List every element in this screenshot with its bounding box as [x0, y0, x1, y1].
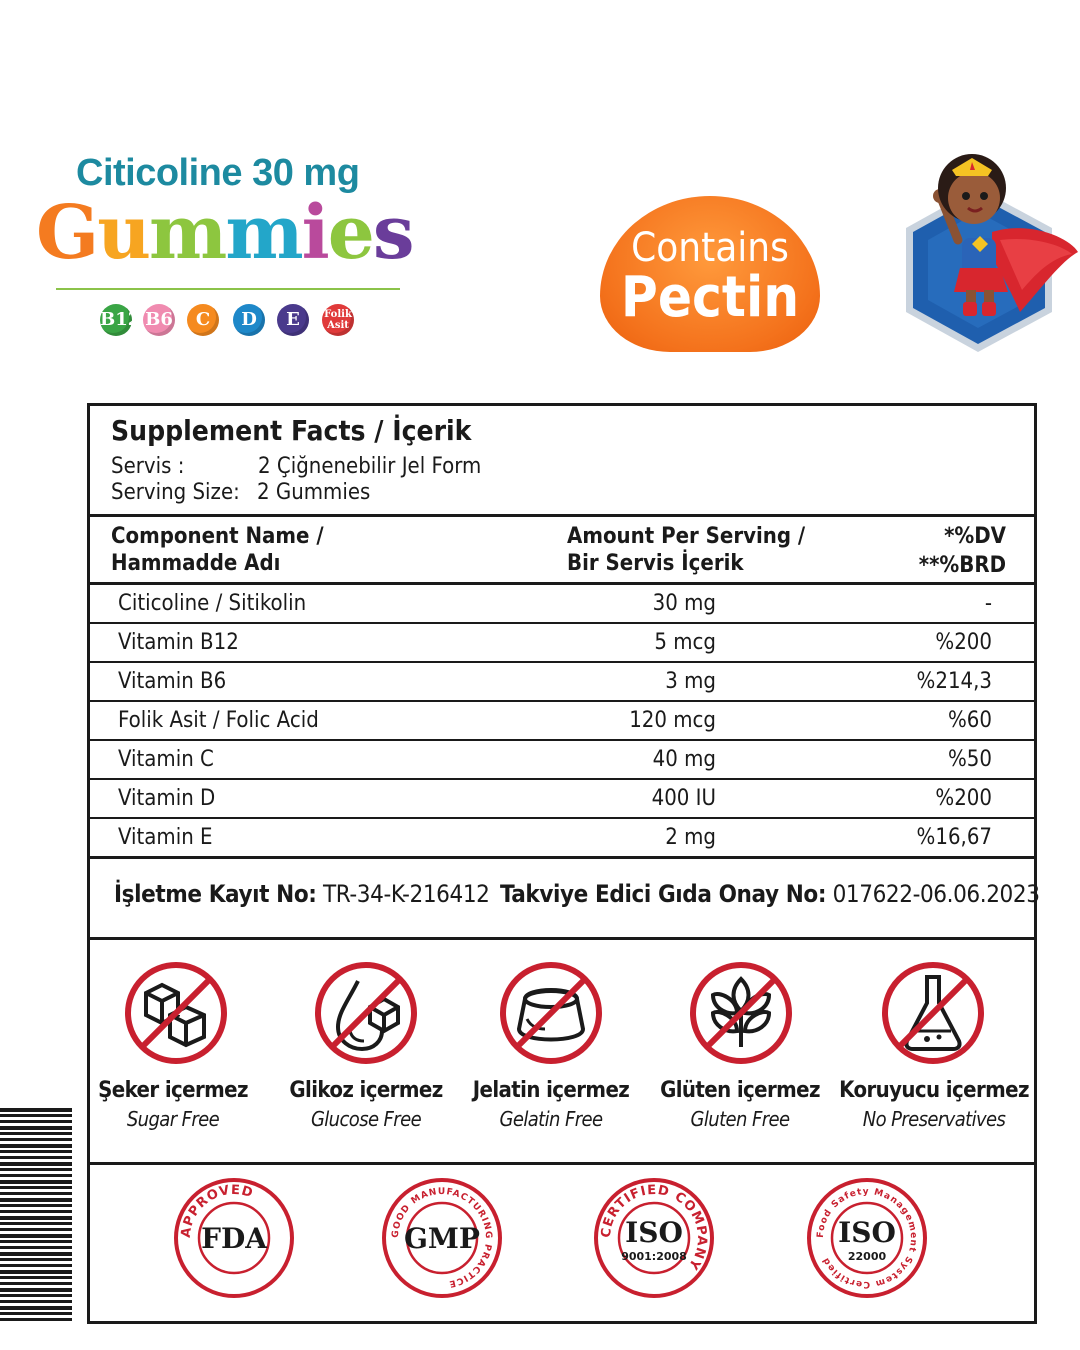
pectin-line1: Contains	[631, 225, 789, 271]
badge-label-en: Gelatin Free	[499, 1107, 603, 1131]
row-dv: %16,67	[916, 825, 992, 850]
vitamin-c-icon: C	[187, 304, 219, 336]
brand-title-letter: m	[149, 190, 226, 276]
seal-ring-text: APPROVED	[178, 1182, 256, 1239]
divider	[90, 514, 1034, 517]
table-row	[90, 741, 1034, 780]
badge-label-en: No Preservatives	[862, 1107, 1006, 1131]
gelatin-icon	[498, 960, 604, 1066]
badge-label-tr: Glüten içermez	[660, 1078, 820, 1103]
barcode-icon	[0, 1108, 72, 1322]
row-amount: 120 mcg	[629, 708, 716, 733]
vitamin-folik-asit-icon: Folik Asit	[322, 304, 354, 336]
registration-value: TR-34-K-216412	[323, 880, 490, 908]
row-amount: 2 mg	[665, 825, 716, 850]
badge-label-en: Sugar Free	[126, 1107, 220, 1131]
row-name: Vitamin C	[118, 747, 214, 772]
col-header-name-1: Component Name /	[111, 524, 324, 549]
row-amount: 3 mg	[665, 669, 716, 694]
approval-label: Takviye Edici Gıda Onay No:	[499, 880, 827, 908]
row-dv: %60	[948, 708, 992, 733]
table-row	[90, 585, 1034, 624]
badge-label-tr: Jelatin içermez	[472, 1078, 630, 1103]
divider	[90, 1162, 1034, 1165]
vitamin-b12-icon: B12	[100, 304, 132, 336]
contains-pectin-badge	[600, 196, 820, 352]
badge-label-tr: Glikoz içermez	[289, 1078, 443, 1103]
serving-label-tr: Servis :	[111, 454, 185, 479]
col-header-dv-2: **%BRD	[918, 553, 1006, 578]
vitamin-d-icon: D	[233, 304, 265, 336]
badge-label-tr: Koruyucu içermez	[839, 1078, 1029, 1103]
row-dv: %200	[935, 630, 992, 655]
row-amount: 30 mg	[652, 591, 716, 616]
brand-title-letter: G	[36, 190, 98, 276]
flask-icon	[880, 960, 986, 1066]
col-header-dv-1: *%DV	[944, 524, 1006, 549]
registration-line	[114, 880, 1040, 908]
sugar-cubes-icon	[123, 960, 229, 1066]
row-dv: %200	[935, 786, 992, 811]
row-dv: -	[984, 591, 992, 616]
seal-center-text: ISO	[838, 1216, 896, 1249]
col-header-amount-1: Amount Per Serving /	[567, 524, 806, 549]
fda-approved-seal	[172, 1176, 296, 1300]
seal-center-text: ISO	[625, 1216, 683, 1249]
brand-title-letter: i	[301, 190, 328, 276]
brand-title-letter: e	[327, 190, 373, 276]
seal-sub-text: 22000	[847, 1250, 887, 1263]
facts-title: Supplement Facts / İçerik	[111, 414, 472, 447]
gmp-seal	[380, 1176, 504, 1300]
row-amount: 40 mg	[652, 747, 716, 772]
vitamin-b6-icon: B6	[143, 304, 175, 336]
table-row	[90, 819, 1034, 858]
glucose-drop-icon	[313, 960, 419, 1066]
table-row	[90, 702, 1034, 741]
seal-sub-text: 9001:2008	[621, 1250, 687, 1263]
approval-value: 017622-06.06.2023	[832, 880, 1040, 908]
brand-title-letter: s	[372, 190, 413, 276]
seal-center-text: GMP	[404, 1222, 480, 1255]
seal-ring-text: Food Safety Management System Certified	[815, 1186, 919, 1290]
pectin-line2: Pectin	[620, 265, 800, 330]
seal-ring-text: GOOD MANUFACTURING PRACTICE	[390, 1186, 494, 1289]
vitamin-e-icon: E	[277, 304, 309, 336]
row-dv: %214,3	[916, 669, 992, 694]
row-name: Folik Asit / Folic Acid	[118, 708, 319, 733]
table-row	[90, 624, 1034, 663]
row-amount: 5 mcg	[654, 630, 716, 655]
brand-title-letter: u	[97, 190, 150, 276]
badge-label-tr: Şeker içermez	[98, 1078, 248, 1103]
iso-9001-seal	[592, 1176, 716, 1300]
registration-label: İşletme Kayıt No:	[114, 880, 317, 908]
brand-subtitle: Citicoline 30 mg	[76, 152, 360, 194]
badge-label-en: Gluten Free	[690, 1107, 790, 1131]
table-row	[90, 780, 1034, 819]
row-divider	[90, 856, 1034, 859]
row-amount: 400 IU	[651, 786, 716, 811]
table-row	[90, 663, 1034, 702]
col-header-amount-2: Bir Servis İçerik	[567, 551, 744, 576]
row-name: Vitamin B6	[118, 669, 227, 694]
serving-value-tr: 2 Çiğnenebilir Jel Form	[258, 454, 482, 479]
row-name: Citicoline / Sitikolin	[118, 591, 307, 616]
serving-value-en: 2 Gummies	[257, 480, 371, 505]
superhero-mascot-icon	[900, 140, 1080, 355]
brand-title	[36, 190, 413, 276]
brand-title-letter: m	[225, 190, 302, 276]
iso-22000-seal	[805, 1176, 929, 1300]
brand-divider	[56, 288, 400, 290]
seal-center-text: FDA	[201, 1222, 267, 1255]
col-header-name-2: Hammadde Adı	[111, 551, 281, 576]
row-dv: %50	[948, 747, 992, 772]
divider	[90, 937, 1034, 940]
row-name: Vitamin E	[118, 825, 213, 850]
serving-label-en: Serving Size:	[111, 480, 240, 505]
row-name: Vitamin B12	[118, 630, 239, 655]
row-name: Vitamin D	[118, 786, 216, 811]
seal-ring-text: CERTIFIED COMPANY	[598, 1182, 710, 1273]
wheat-icon	[688, 960, 794, 1066]
badge-label-en: Glucose Free	[310, 1107, 422, 1131]
